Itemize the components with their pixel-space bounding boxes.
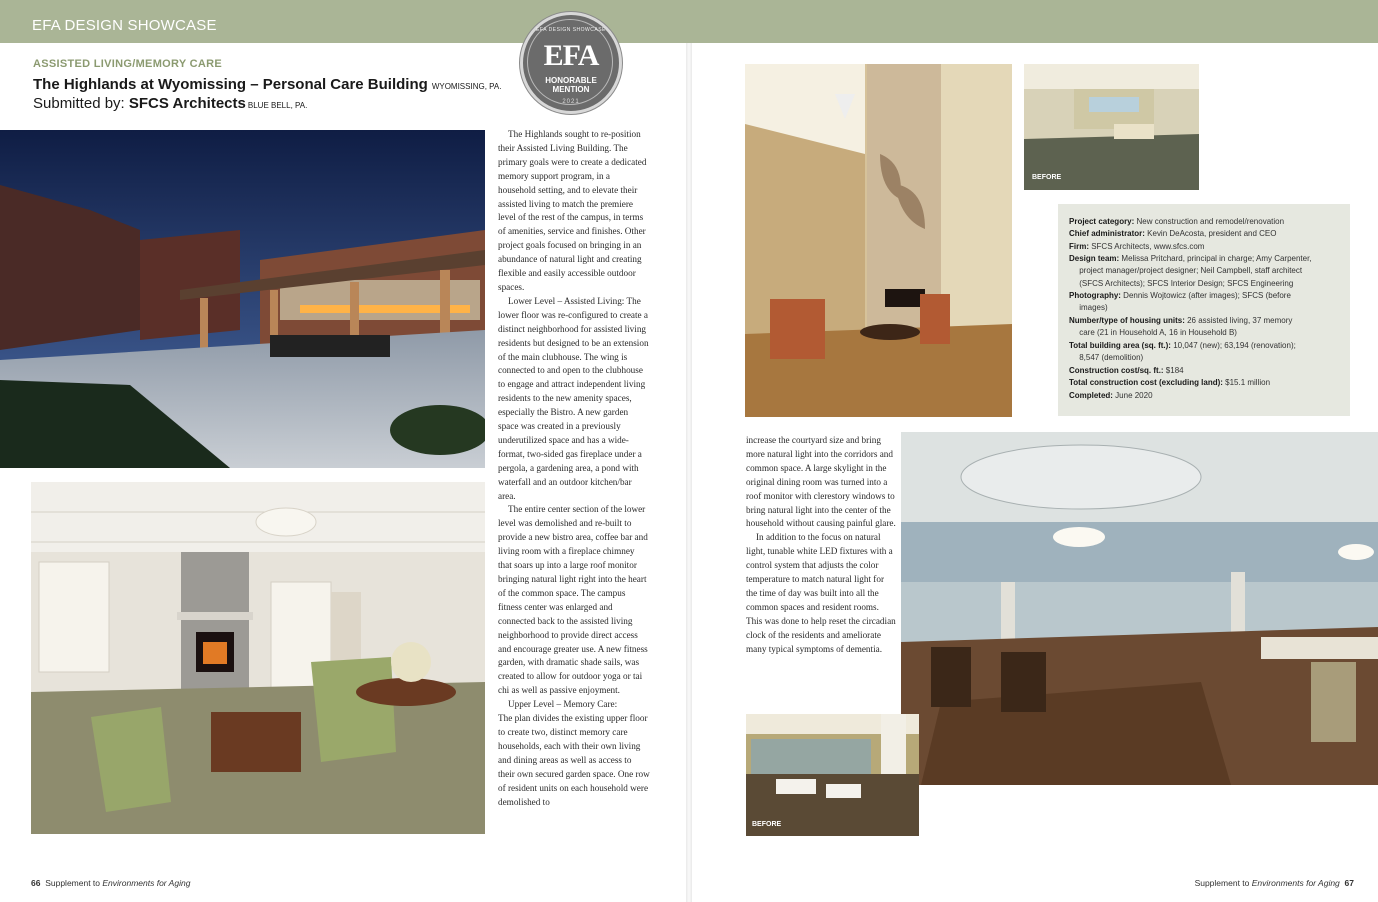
body-paragraph: In addition to the focus on natural light, tunable white LED fixtures with a control system that adjusts the color temperature to match natural light for the time of day was built into all the common spaces and resident rooms.	[746, 532, 893, 612]
left-page-number: 66	[31, 878, 41, 888]
left-footer-text: Supplement to	[45, 878, 103, 888]
body-paragraph: The Highlands sought to re-position their Assisted Living Building. The primary goals were to create a dedicated memory support program, in a household setting, and to elevate their assisted living to match the premiere level of the rest of the campus, in terms of amenities, service and finishes. Other project goals focused on bringing in an abundance of natural light and creating flexible and easily accessible outdoor spaces.	[498, 129, 647, 292]
fact-value: June 2020	[1115, 390, 1153, 400]
fact-value: Kevin DeAcosta, president and CEO	[1147, 228, 1277, 238]
fact-label: Number/type of housing units:	[1069, 315, 1185, 325]
fact-item	[1069, 389, 1322, 401]
body-paragraph: Upper Level – Memory Care:	[508, 699, 618, 710]
submitted-prefix: Submitted by:	[33, 95, 125, 112]
left-footer-publication: Environments for Aging	[102, 878, 191, 888]
right-footer-text: Supplement to	[1194, 878, 1252, 888]
fact-item	[1069, 364, 1322, 376]
badge-arc-text: EFA DESIGN SHOWCASE	[536, 27, 606, 33]
fact-label: Completed:	[1069, 390, 1113, 400]
fact-item	[1069, 252, 1322, 289]
fact-value-cont: 8,547 (demolition)	[1079, 352, 1144, 363]
living-room-fireplace-photo	[31, 482, 485, 834]
body-paragraph: The entire center section of the lower level was demolished and re-built to provide a new bistro area, coffee bar and living room with a fireplace chimney that soars up into a large roof monitor bringing natural light right into the heart of the common space. The campus fitness center was enlarged and connected back to the assisted living neighborhood to provide direct access and encourage greater use. A new fitness garden, with dramatic shade sails, was created to allow for outdoor yoga or tai chi as well as passive enjoyment.	[498, 504, 648, 696]
fact-item	[1069, 376, 1322, 388]
body-column-1	[498, 128, 650, 809]
article-category: ASSISTED LIVING/MEMORY CARE	[33, 58, 223, 70]
project-location: WYOMISSING, PA.	[431, 82, 502, 91]
body-paragraph: increase the courtyard size and bring more natural light into the corridors and common space. A large skylight in the original dining room was turned into a roof monitor with clerestory windows to bring natural light into the center of the household without causing painful glare.	[746, 435, 896, 529]
fact-item	[1069, 289, 1322, 314]
fact-label: Construction cost/sq. ft.:	[1069, 365, 1164, 375]
before-label-top: BEFORE	[1032, 174, 1062, 181]
efa-logo: EFA	[543, 39, 599, 72]
project-facts-box	[1058, 204, 1350, 416]
fact-label: Design team:	[1069, 253, 1120, 263]
firm-name: SFCS Architects	[128, 95, 246, 112]
fact-value: Melissa Pritchard, principal in charge; Amy Carpenter,	[1121, 253, 1312, 263]
fact-value: 10,047 (new); 63,194 (renovation);	[1173, 340, 1296, 350]
before-label-bottom: BEFORE	[752, 821, 782, 828]
submitted-by	[33, 95, 307, 112]
fact-label: Photography:	[1069, 290, 1121, 300]
project-title	[33, 76, 501, 93]
page-gutter	[686, 43, 692, 902]
fact-value: $15.1 million	[1225, 377, 1271, 387]
body-column-2	[746, 434, 896, 657]
fact-value-cont: care (21 in Household A, 16 in Household B)	[1079, 327, 1237, 338]
right-page-footer	[1195, 878, 1354, 888]
fact-label: Total construction cost (excluding land):	[1069, 377, 1223, 387]
before-corridor-photo	[1024, 64, 1199, 190]
fact-value: Dennis Wojtowicz (after images); SFCS (before	[1123, 290, 1291, 300]
firm-location: BLUE BELL, PA.	[247, 101, 308, 110]
fact-value: $184	[1165, 365, 1184, 375]
fact-item	[1069, 227, 1322, 239]
fact-value-cont: images)	[1079, 302, 1108, 313]
fact-value: SFCS Architects, www.sfcs.com	[1091, 241, 1205, 251]
fact-item	[1069, 314, 1322, 339]
right-footer-publication: Environments for Aging	[1251, 878, 1340, 888]
badge-line1: HONORABLE	[545, 76, 597, 85]
before-dining-photo	[746, 714, 919, 836]
fact-value: 26 assisted living, 37 memory	[1187, 315, 1293, 325]
right-page-number: 67	[1344, 878, 1354, 888]
fact-item	[1069, 339, 1322, 364]
body-paragraph: The plan divides the existing upper floor to create two, distinct memory care households, each with their own living and dining areas as well as access to their own secured garden space. One row of resident units on each household were demolished to	[498, 713, 650, 807]
dining-room-photo	[901, 432, 1378, 785]
fact-label: Firm:	[1069, 241, 1089, 251]
lobby-stone-chimney-photo	[745, 64, 1012, 417]
fact-label: Chief administrator:	[1069, 228, 1145, 238]
left-page-footer	[31, 878, 190, 888]
fact-label: Total building area (sq. ft.):	[1069, 340, 1171, 350]
fact-item	[1069, 215, 1322, 227]
fact-value-cont: project manager/project designer; Neil Campbell, staff architect	[1079, 265, 1303, 276]
badge-line2: MENTION	[552, 85, 590, 94]
header-bar	[0, 0, 1378, 43]
courtyard-pergola-photo	[0, 130, 485, 468]
body-paragraph: Lower Level – Assisted Living: The lower floor was re-configured to create a distinct neighborhood for assisted living residents but designed to be an extension of the main clubhouse. The wing is connected to and open to the clubhouse to engage and attract independent living residents to the new amenity spaces, especially the Bistro. A new garden space was created in a previously underutilized space and has a wide-format, two-sided gas fireplace under a pergola, a gardening area, a pond with waterfall and an outdoor kitchen/bar area.	[498, 295, 649, 501]
fact-value: New construction and remodel/renovation	[1136, 216, 1285, 226]
project-title-text: The Highlands at Wyomissing – Personal Care Building	[33, 76, 428, 93]
fact-label: Project category:	[1069, 216, 1135, 226]
body-paragraph: This was done to help reset the circadian clock of the residents and ameliorate many typical symptoms of dementia.	[746, 615, 896, 654]
header-title: EFA DESIGN SHOWCASE	[32, 17, 217, 34]
fact-value-cont: (SFCS Architects); SFCS Interior Design; SFCS Engineering	[1079, 277, 1294, 288]
honorable-mention-badge	[520, 12, 622, 114]
fact-item	[1069, 240, 1322, 252]
badge-year: 2021	[562, 99, 580, 105]
